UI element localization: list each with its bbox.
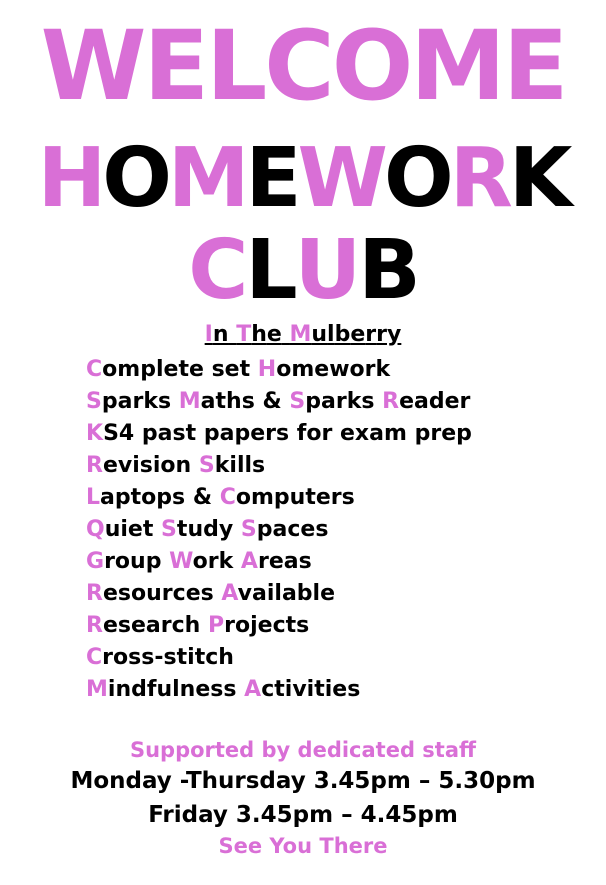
initial-highlight: S: [240, 517, 257, 542]
initial-highlight: L: [86, 485, 101, 510]
title-letter: R: [449, 131, 509, 226]
title-letter: C: [188, 223, 246, 318]
initial-highlight: Q: [86, 517, 105, 542]
initial-highlight: H: [257, 357, 277, 382]
list-item: Group Work Areas: [86, 549, 312, 574]
initial-highlight: A: [221, 581, 238, 606]
list-item: Cross-stitch: [86, 645, 234, 670]
initial-highlight: G: [86, 549, 105, 574]
initial-highlight: T: [236, 322, 252, 347]
title-letter: O: [384, 131, 450, 226]
title-homework: [0, 131, 606, 226]
hours-mon-thu: Monday -Thursday 3.45pm – 5.30pm: [70, 768, 536, 794]
initial-highlight: M: [86, 677, 108, 702]
initial-highlight: A: [244, 677, 262, 702]
initial-highlight: S: [161, 517, 177, 542]
initial-highlight: S: [198, 453, 215, 478]
hours-fri: Friday 3.45pm – 4.45pm: [148, 802, 458, 828]
initial-highlight: R: [86, 613, 103, 638]
list-item: Mindfulness Activities: [86, 677, 361, 702]
title-club: [0, 223, 606, 318]
initial-highlight: C: [86, 357, 103, 382]
location-subtitle: In The Mulberry: [204, 322, 402, 347]
initial-highlight: M: [178, 389, 201, 414]
title-letter: M: [167, 131, 246, 226]
initial-highlight: I: [204, 322, 213, 347]
initial-highlight: C: [86, 645, 103, 670]
initial-highlight: W: [169, 549, 193, 574]
title-letter: E: [245, 131, 298, 226]
activities-list: [86, 354, 472, 706]
title-letter: B: [358, 223, 418, 318]
title-letter: W: [297, 131, 384, 226]
signoff-text: See You There: [218, 834, 388, 858]
initial-highlight: M: [289, 322, 312, 347]
title-welcome: WELCOME: [40, 10, 566, 122]
supported-text: Supported by dedicated staff: [129, 738, 477, 762]
list-item: Quiet Study Spaces: [86, 517, 329, 542]
title-letter: O: [102, 131, 168, 226]
initial-highlight: R: [86, 453, 103, 478]
title-letter: L: [245, 223, 295, 318]
initial-highlight: K: [86, 421, 104, 446]
title-letter: K: [508, 131, 569, 226]
initial-highlight: R: [86, 581, 103, 606]
initial-highlight: S: [289, 389, 306, 414]
list-item: Revision Skills: [86, 453, 266, 478]
title-letter: U: [294, 223, 359, 318]
title-letter: H: [37, 131, 103, 226]
initial-highlight: S: [86, 389, 102, 414]
list-item: Laptops & Computers: [86, 485, 355, 510]
list-item: Research Projects: [86, 613, 310, 638]
list-item: KS4 past papers for exam prep: [86, 421, 472, 446]
initial-highlight: C: [219, 485, 236, 510]
list-item: Resources Available: [86, 581, 336, 606]
initial-highlight: P: [208, 613, 225, 638]
list-item: Sparks Maths & Sparks Reader: [86, 389, 471, 414]
list-item: Complete set Homework: [86, 357, 391, 382]
initial-highlight: R: [382, 389, 400, 414]
initial-highlight: A: [240, 549, 258, 574]
